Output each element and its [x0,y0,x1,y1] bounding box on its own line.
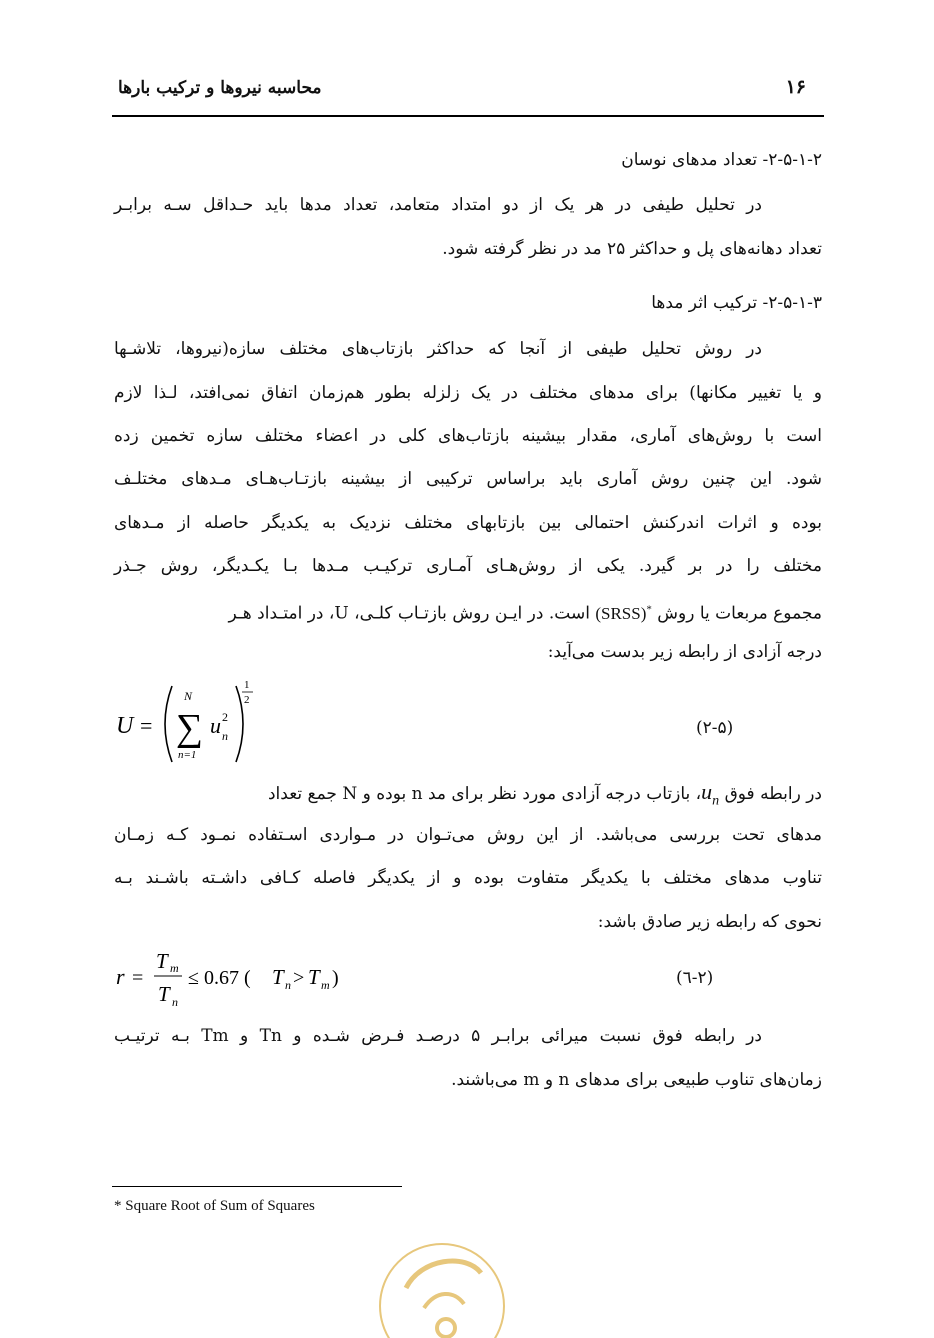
cond-Tm-sub: m [321,978,330,992]
paragraph-line: زمان‌های تناوب طبیعی برای مدهای n و m می‌باشند. [451,1070,822,1090]
srss-abbreviation: (SRSS)* [595,603,652,623]
paragraph-line: مدهای تحت بررسی می‌باشد. از این روش می‌تـوان در مـواردی اسـتفاده نمـود کـه زمـان [114,825,822,845]
running-header [112,74,824,114]
section-heading-mode-combination: ۲-۵-۱-۳- ترکیب اثر مدها [651,293,822,313]
paragraph-line: بوده و اثرات اندرکنش احتمالی بین بازتابهای مختلف نزدیک به یکدیگر حاصله از مـدهای [114,513,822,533]
frac-den-sub: n [172,995,178,1009]
footnote-rule [112,1186,402,1187]
paragraph-line: است با روش‌های آماری، مقدار بیشینه بازتاب‌های کلی در اعضاء مختلف سازه تخمین زده [114,426,822,446]
footnote-marker: * [646,603,652,615]
paragraph-line-un: در رابطه فوق $u_n،$ بازتاب درجه آزادی مورد نظر برای مد n بوده و N جمع تعداد [267,779,822,809]
exponent-denominator: 2 [244,694,250,706]
sum-sigma: ∑ [176,707,204,749]
frac-den-T: T [158,982,170,1006]
header-title: محاسبه نیروها و ترکیب بارها [118,78,322,98]
paragraph-line: تعداد دهانه‌های پل و حداکثر ۲۵ مد در نظر گرفته شود. [442,239,822,259]
publisher-watermark [376,1228,506,1338]
cond-gt: > [293,967,305,989]
equation-number: (۲-٦) [676,968,714,988]
paragraph-line: در روش تحلیل طیفی از آنجا که حداکثر بازتاب‌های مختلف سازه(نیروها، تلاشـها [114,339,762,359]
frac-num-T: T [156,949,168,973]
paragraph-line: مختلف را در بر گیرد. یکی از روش‌هـای آمـاری ترکیـب مـدها بـا یکـدیگر، روش جـذر [114,556,822,576]
paragraph-line: شود. این چنین روش آماری باید براساس ترکیبی از بیشینه بازتـاب‌هـای مـدهای مختلـف [114,469,822,489]
paragraph-line: تناوب مدهای مختلف با یکدیگر متفاوت بوده و از یکدیگر فاصله کـافی داشـته باشـند بـه [114,868,822,888]
page-number: ۱۶ [785,76,806,98]
paragraph-line: نحوی که رابطه زیر صادق باشد: [597,912,822,932]
eq-r: r [116,964,125,989]
frac-num-sub: m [170,961,179,975]
equation-srss-graphic [112,676,282,776]
sum-upper-limit: N [184,689,193,703]
paragraph-line: و یا تغییر مکانها) برای مدهای مختلف در یک زلزله بطور هم‌زمان اتفاق نمی‌افتد، لـذا لازم [114,383,822,403]
eq-equals: = [140,713,153,738]
var-u-n: $u_n$ [701,779,720,809]
eq-rhs: ≤ 0.67 ( [188,967,251,989]
paragraph-line: درجه آزادی از رابطه زیر بدست می‌آید: [547,642,822,662]
term-u: u [210,713,221,738]
equation-number: (۲-۵) [696,718,734,738]
cond-close: ) [332,967,339,989]
term-sup: 2 [222,710,228,724]
right-paren [236,686,243,762]
sum-lower-limit: n=1 [178,749,197,761]
header-rule [112,115,824,117]
paragraph-line-srss: مجموع مربعات یا روش (SRSS)* است. در ایـن روش بازتـاب کلـی، U، در امتـداد هـر [228,603,822,624]
eq-equals: = [132,967,144,989]
footnote: * Square Root of Sum of Squares [114,1198,315,1214]
cond-Tn: T [272,965,284,989]
cond-Tm: T [308,965,320,989]
section-heading-mode-count: ۲-۵-۱-۲- تعداد مدهای نوسان [621,150,822,170]
left-paren [165,686,172,762]
paragraph-line: در تحلیل طیفی در هر یک از دو امتداد متعامد، تعداد مدها باید حـداقل سـه برابـر [114,195,762,215]
eq-lhs: U [116,713,134,739]
paragraph-line: در رابطه فوق نسبت میرائی برابـر ۵ درصـد فـرض شـده و Tn و Tm بـه ترتیـب [114,1026,762,1046]
equation-period-ratio-graphic [112,944,372,1014]
cond-Tn-sub: n [285,978,291,992]
exponent-numerator: 1 [244,679,250,691]
term-sub: n [222,729,228,743]
